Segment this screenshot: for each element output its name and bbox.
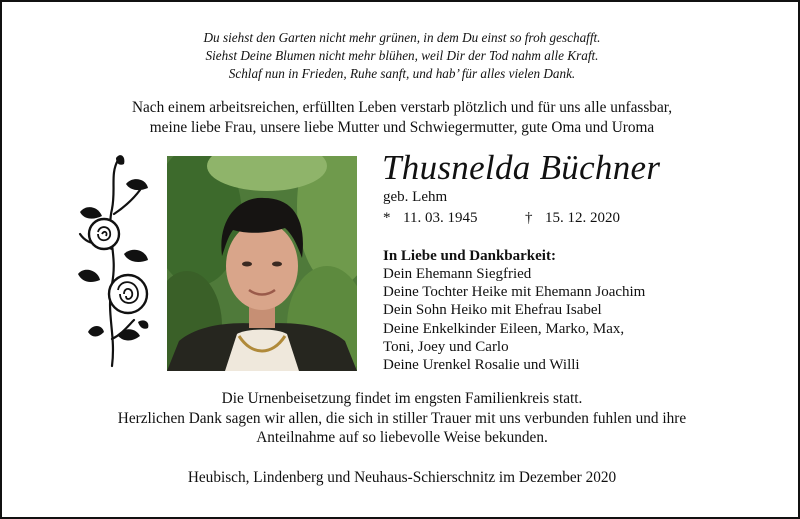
closing-line: Die Urnenbeisetzung findet im engsten Familienkreis statt. (221, 390, 583, 407)
birth-date (383, 209, 477, 227)
memorial-poem (2, 29, 800, 83)
portrait-photo (167, 156, 357, 371)
deceased-name: Thusnelda Büchner (382, 148, 661, 187)
closing-line: Anteilnahme auf so liebevolle Weise bekunden. (256, 429, 548, 446)
poem-line: Siehst Deine Blumen nicht mehr blühen, weil Dir der Tod nahm alle Kraft. (205, 48, 599, 63)
closing-text (2, 389, 800, 448)
announcement-line: Nach einem arbeitsreichen, erfüllten Leben verstarb plötzlich und für uns alle unfassbar, (131, 99, 673, 116)
poem-line: Du siehst den Garten nicht mehr grünen, in dem Du einst so froh geschafft. (203, 30, 601, 45)
mourner-line: Deine Tochter Heike mit Ehemann Joachim (383, 284, 646, 301)
maiden-name: geb. Lehm (383, 189, 448, 205)
death-announcement (2, 98, 800, 138)
death-date-value: 15. 12. 2020 (545, 210, 620, 226)
poem-line: Schlaf nun in Frieden, Ruhe sanft, und hab’ für alles vielen Dank. (228, 66, 576, 81)
mourner-line: Deine Enkelkinder Eileen, Marko, Max, (383, 320, 625, 337)
death-symbol: † (525, 210, 533, 226)
mourner-line: Dein Sohn Heiko mit Ehefrau Isabel (383, 302, 602, 319)
closing-line: Herzlichen Dank sagen wir allen, die sich in stiller Trauer mit uns verbunden fuhlen und ihre (117, 409, 687, 427)
announcement-line: meine liebe Frau, unsere liebe Mutter und Schwiegermutter, gute Oma und Uroma (149, 119, 655, 136)
birth-date-value: 11. 03. 1945 (403, 210, 478, 226)
birth-symbol: * (383, 210, 391, 226)
mourners-list (383, 265, 645, 374)
mourner-line: Deine Urenkel Rosalie und Willi (383, 357, 580, 374)
rose-ornament-icon (68, 154, 164, 368)
death-date (525, 209, 620, 227)
place-and-date: Heubisch, Lindenberg und Neuhaus-Schierschnitz im Dezember 2020 (187, 469, 617, 486)
mourner-line: Toni, Joey und Carlo (383, 338, 509, 355)
mourner-line: Dein Ehemann Siegfried (383, 266, 532, 282)
mourners-heading: In Liebe und Dankbarkeit: (383, 248, 556, 264)
